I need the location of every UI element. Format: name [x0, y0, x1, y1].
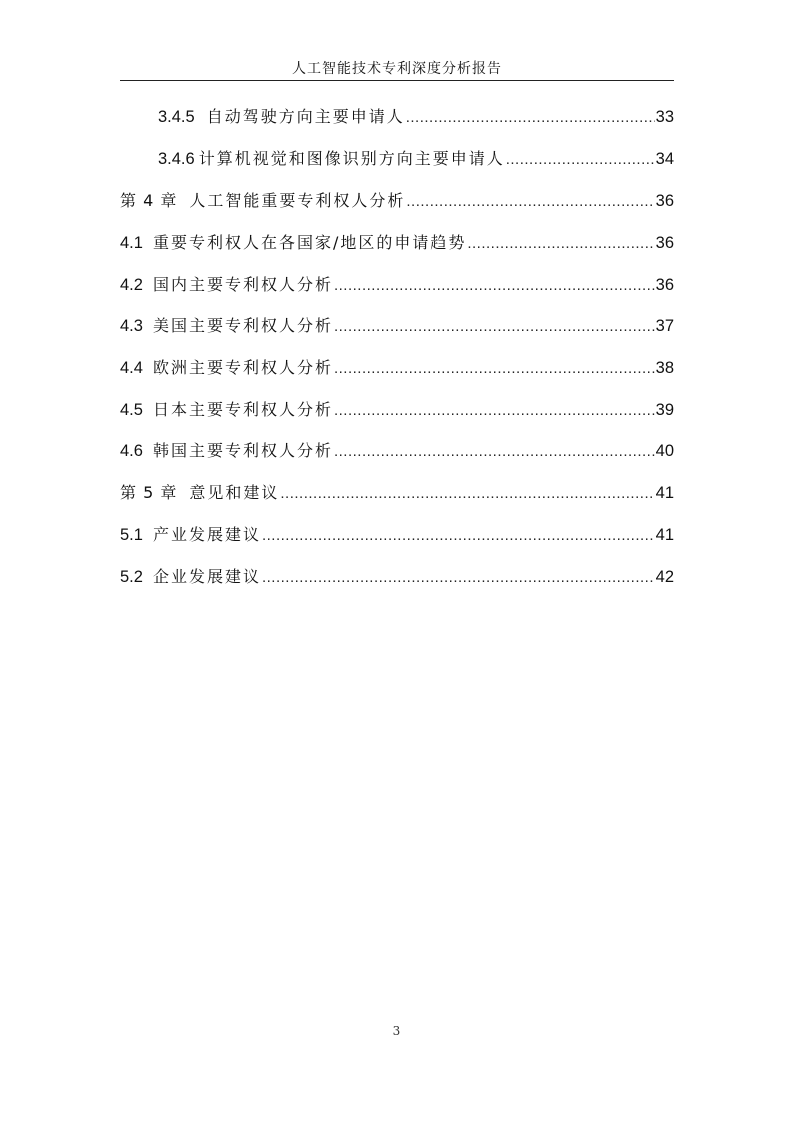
toc-entry-title: 韩国主要专利权人分析 [152, 441, 333, 460]
toc-dot-leader [262, 523, 655, 549]
toc-entry-number: 4.3 [120, 317, 143, 335]
toc-entry-number: 3.4.6 [158, 150, 195, 168]
toc-dot-leader [334, 398, 655, 424]
toc-entry-4-3[interactable] [120, 313, 674, 339]
toc-entry-title: 国内主要专利权人分析 [152, 275, 333, 294]
toc-entry-number: 4.4 [120, 359, 143, 377]
toc-entry-title: 日本主要专利权人分析 [152, 400, 333, 419]
toc-entry-title: 自动驾驶方向主要申请人 [206, 107, 405, 126]
toc-dot-leader [334, 273, 655, 299]
toc-dot-leader [334, 356, 655, 382]
toc-entry-page: 34 [655, 150, 674, 168]
toc-dot-leader [262, 565, 655, 591]
toc-entry-5-1[interactable] [120, 522, 674, 548]
toc-entry-4-2[interactable] [120, 272, 674, 298]
toc-dot-leader [280, 481, 654, 507]
page-header [120, 55, 674, 81]
toc-entry-number: 4.5 [120, 401, 143, 419]
toc-entry-page: 36 [655, 192, 674, 210]
toc-entry-page: 38 [655, 359, 674, 377]
toc-entry-title: 欧洲主要专利权人分析 [152, 358, 333, 377]
toc-dot-leader [334, 314, 655, 340]
toc-entry-3-4-5[interactable] [158, 104, 674, 130]
page-number: 3 [392, 1024, 401, 1038]
toc-entry-title: 美国主要专利权人分析 [152, 316, 333, 335]
toc-entry-number: 4.1 [120, 234, 143, 252]
toc-entry-number: 4.2 [120, 276, 143, 294]
toc-entry-page: 36 [655, 234, 674, 252]
toc-entry-page: 41 [655, 526, 674, 544]
toc-entry-number: 第 4 章 [120, 191, 178, 210]
toc-entry-title: 意见和建议 [189, 483, 280, 502]
toc-entry-page: 33 [655, 108, 674, 126]
toc-entry-4-1[interactable] [120, 230, 674, 256]
toc-entry-3-4-6[interactable] [158, 146, 674, 172]
toc-entry-page: 37 [655, 317, 674, 335]
toc-entry-4-5[interactable] [120, 397, 674, 423]
toc-dot-leader [506, 147, 655, 173]
toc-entry-page: 42 [655, 568, 674, 586]
toc-entry-number: 5.1 [120, 526, 143, 544]
toc-entry-4-6[interactable] [120, 438, 674, 464]
toc-entry-page: 40 [655, 442, 674, 460]
toc-dot-leader [467, 231, 654, 257]
toc-entry-number: 5.2 [120, 568, 143, 586]
toc-entry-title: 重要专利权人在各国家/地区的申请趋势 [152, 233, 467, 252]
toc-dot-leader [334, 439, 655, 465]
toc-entry-chapter-4[interactable] [120, 188, 674, 214]
toc-entry-number: 3.4.5 [158, 108, 195, 126]
toc-entry-title: 计算机视觉和图像识别方向主要申请人 [198, 149, 505, 168]
toc-dot-leader [406, 189, 654, 215]
toc-dot-leader [406, 105, 655, 131]
toc-entry-title: 企业发展建议 [152, 567, 261, 586]
toc-entry-page: 41 [655, 484, 674, 502]
toc-entry-title: 产业发展建议 [152, 525, 261, 544]
toc-entry-page: 39 [655, 401, 674, 419]
toc-entry-number: 4.6 [120, 442, 143, 460]
toc-entry-title: 人工智能重要专利权人分析 [189, 191, 406, 210]
toc-entry-5-2[interactable] [120, 564, 674, 590]
toc-entry-chapter-5[interactable] [120, 480, 674, 506]
document-title: 人工智能技术专利深度分析报告 [292, 61, 502, 77]
toc-entry-number: 第 5 章 [120, 483, 178, 502]
toc-entry-4-4[interactable] [120, 355, 674, 381]
toc-entry-page: 36 [655, 276, 674, 294]
